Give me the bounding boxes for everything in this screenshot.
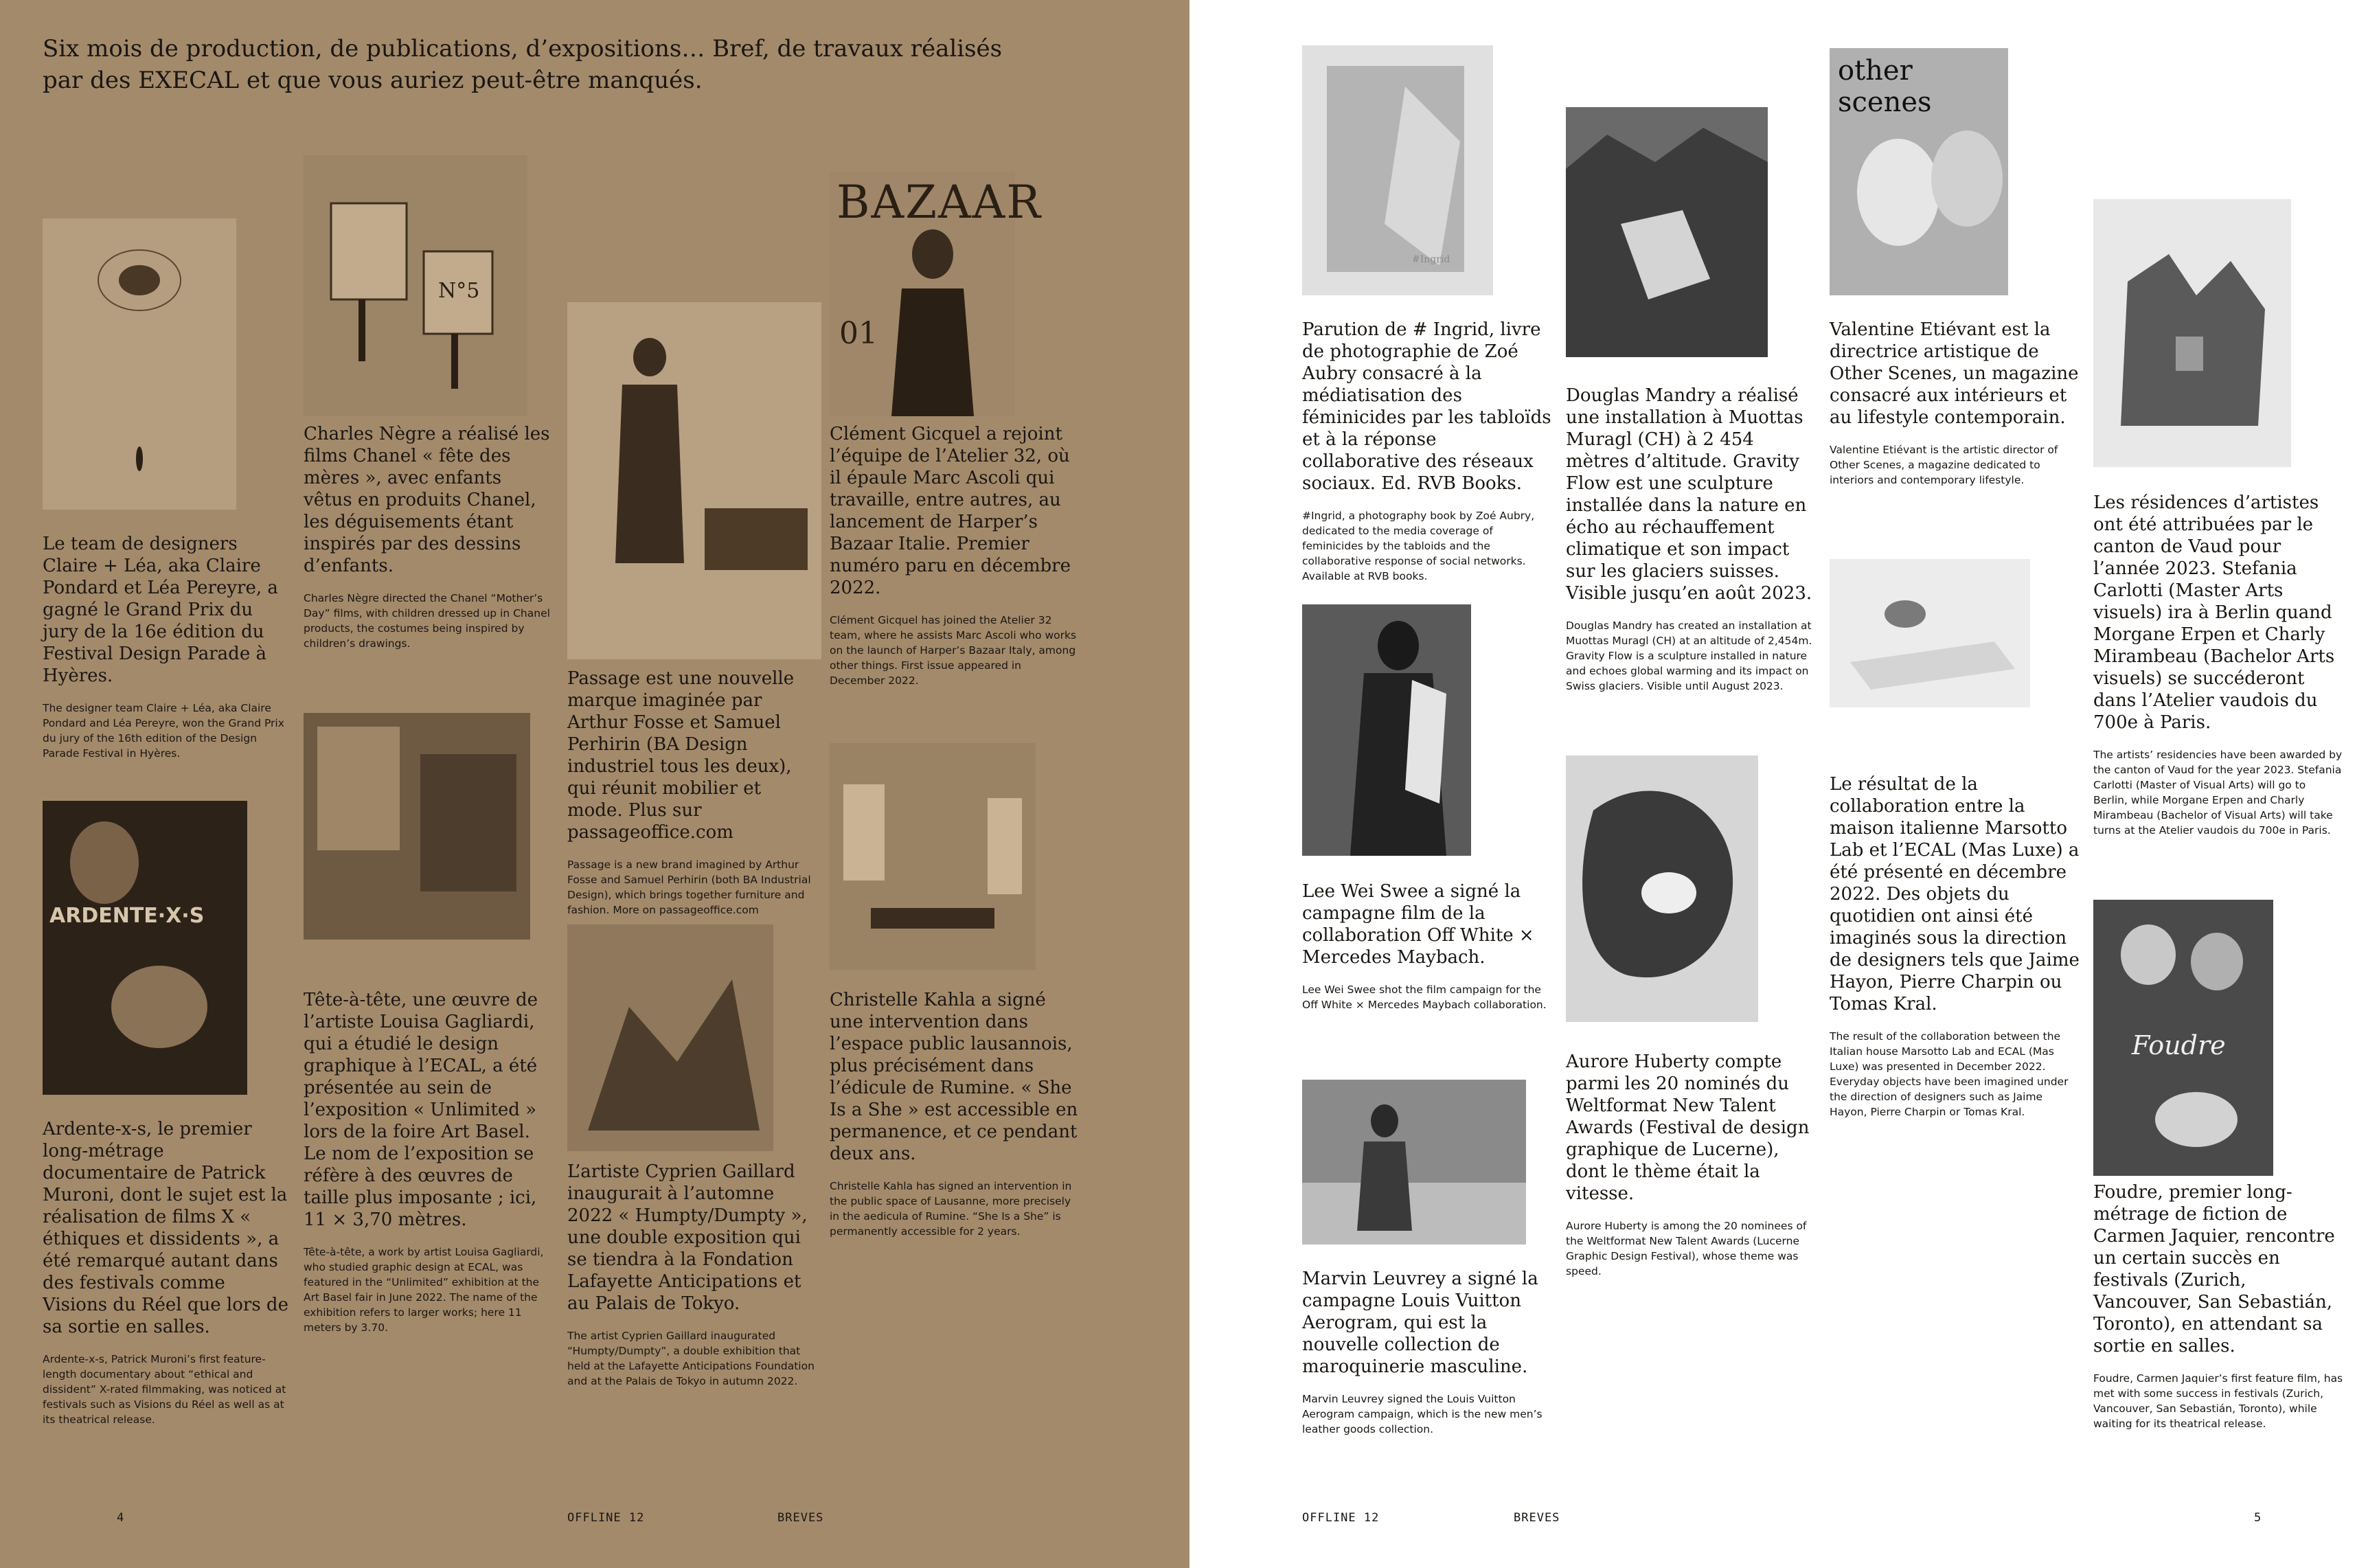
residences-photo: [2093, 199, 2291, 467]
article-chanel: [304, 423, 554, 651]
marsotto-photo: [1830, 559, 2030, 707]
article-passage: [567, 668, 817, 918]
intro-text: Six mois de production, de publications, d’expositions… Bref, de travaux réalisés par des EXECAL et que vous auriez peut-être manqués.: [43, 35, 1003, 94]
article-en: The artist Cyprien Gaillard inaugurated “Humpty/Dumpty”, a double exhibition that held at the Lafayette Anticipations Foundation and at the Palais de Tokyo in autumn 2022.: [567, 1330, 815, 1387]
article-fr: Le team de designers Claire + Léa, aka Claire Pondard et Léa Pereyre, a gagné le Grand Prix du jury de la 16e édition du Festival Design Parade à Hyères.: [43, 534, 278, 686]
article-en: #Ingrid, a photography book by Zoé Aubry, dedicated to the media coverage of feminicides by the tabloids and the collaborative response of social networks. Available at RVB books.: [1302, 510, 1535, 582]
article-leuvrey: [1302, 1268, 1552, 1437]
article-leeweiswee: [1302, 880, 1552, 1012]
article-en: Aurore Huberty is among the 20 nominees of the Weltformat New Talent Awards (Lucerne Graphic Design Festival), whose theme was speed.: [1566, 1220, 1807, 1277]
foudre-poster: [2093, 900, 2273, 1176]
ingrid-book-graphic: [1302, 45, 1493, 295]
ingrid-cover-mark: #Ingrid: [1412, 254, 1450, 265]
article-fr: Ardente-x-s, le premier long-métrage documentaire de Patrick Muroni, dont le sujet est la réalisation de films X « éthiques et dissidents », a été remarqué autant dans des festivals comme Visions du Réel que lors de sa sortie en salles.: [43, 1119, 288, 1337]
article-kahla: [830, 989, 1080, 1239]
flower-sculpture-graphic: [43, 218, 236, 510]
article-etievant: [1830, 319, 2080, 488]
claire-lea-photo: [43, 218, 236, 510]
foudre-figures-graphic: [2093, 900, 2273, 1176]
kahla-photo: [830, 743, 1036, 970]
humpty-dumpty-graphic: [567, 924, 773, 1151]
article-residences: [2093, 492, 2343, 838]
right-page-number: 5: [2254, 1511, 2262, 1525]
chanel-film-photo: [304, 155, 527, 416]
tete-a-tete-graphic: [304, 713, 530, 940]
ingrid-book-photo: [1302, 45, 1493, 295]
passage-photo: [567, 302, 821, 659]
chanel-costume-graphic: [304, 155, 527, 416]
article-en: Passage is a new brand imagined by Arthur Fosse and Samuel Perhirin (both BA Industrial Design), which brings together furniture and fashion. More on passageoffice.com: [567, 859, 811, 916]
article-fr: Lee Wei Swee a signé la campagne film de la collaboration Off White × Mercedes Maybach.: [1302, 881, 1534, 968]
bazaar-issue-number: 01: [839, 316, 878, 351]
article-marsotto: [1830, 773, 2080, 1120]
article-fr: Foudre, premier long-métrage de fiction de Carmen Jaquier, rencontre un certain succès en festivals (Zurich, Vancouver, San Sebastián, Toronto), en attendant sa sortie en salles.: [2093, 1182, 2335, 1356]
ardente-faces-graphic: [43, 801, 247, 1095]
foudre-title-mark: Foudre: [2132, 1030, 2226, 1060]
article-ingrid: [1302, 319, 1552, 584]
article-fr: Charles Nègre a réalisé les films Chanel « fête des mères », avec enfants vêtus en produits Chanel, les déguisements étant inspirés par des dessins d’enfants.: [304, 424, 550, 576]
article-en: Lee Wei Swee shot the film campaign for the Off White × Mercedes Maybach collaboration.: [1302, 984, 1547, 1011]
gaillard-photo: [567, 924, 773, 1151]
article-en: Douglas Mandry has created an installation at Muottas Muragl (CH) at an altitude of 2,454m. Gravity Flow is a sculpture installed in nature and echoes global warming and its impact on Swiss glaciers. Visible until August 2023.: [1566, 620, 1812, 692]
article-fr: Passage est une nouvelle marque imaginée par Arthur Fosse et Samuel Perhirin (BA Design industriel tous les deux), qui réunit mobilier et mode. Plus sur passageoffice.com: [567, 668, 795, 843]
passage-model-graphic: [567, 302, 821, 659]
article-fr: Parution de # Ingrid, livre de photographie de Zoé Aubry consacré à la médiatisation des féminicides par les tabloïds et à la réponse collaborative des réseaux sociaux. Ed. RVB Books.: [1302, 319, 1551, 494]
ardente-poster: [43, 801, 247, 1095]
article-fr: Clément Gicquel a rejoint l’équipe de l’Atelier 32, où il épaule Marc Ascoli qui travaille, entre autres, au lancement de Harper’s Bazaar Italie. Premier numéro paru en décembre 2022.: [830, 424, 1071, 598]
article-fr: Aurore Huberty compte parmi les 20 nominés du Weltformat New Talent Awards (Festival de design graphique de Lucerne), dont le thème était la vitesse.: [1566, 1052, 1810, 1204]
article-ardente: [43, 1118, 293, 1427]
other-scenes-masthead: other scenes: [1838, 55, 1932, 118]
article-fr: Douglas Mandry a réalisé une installation à Muottas Muragl (CH) à 2 454 mètres d’altitude. Gravity Flow est une sculpture installée dans la nature en écho au réchauffement climatique et son impact sur les glaciers suisses. Visible jusqu’en août 2023.: [1566, 385, 1812, 604]
left-section-name: BREVES: [777, 1511, 824, 1525]
article-en: Marvin Leuvrey signed the Louis Vuitton Aerogram campaign, which is the new men’s leather goods collection.: [1302, 1393, 1543, 1435]
article-en: Charles Nègre directed the Chanel “Mother’s Day” films, with children dressed up in Chanel products, the costumes being inspired by children’s drawings.: [304, 592, 550, 650]
article-fr: L’artiste Cyprien Gaillard inaugurait à l’automne 2022 « Humpty/Dumpty », une double exposition qui se tiendra à la Fondation Lafayette Anticipations et au Palais de Tokyo.: [567, 1161, 808, 1314]
bazaar-cover: [830, 172, 1043, 416]
article-fr: Marvin Leuvrey a signé la campagne Louis Vuitton Aerogram, qui est la nouvelle collection de maroquinerie masculine.: [1302, 1269, 1538, 1377]
huberty-photo: [1566, 755, 1758, 1022]
article-en: The designer team Claire + Léa, aka Claire Pondard and Léa Pereyre, won the Grand Prix du jury of the 16th edition of the Design Parade Festival in Hyères.: [43, 702, 284, 760]
right-section-name: BREVES: [1514, 1511, 1560, 1525]
article-foudre: [2093, 1181, 2343, 1431]
article-en: Ardente-x-s, Patrick Muroni’s first feature-length documentary about “ethical and dissident” X-rated filmmaking, was noticed at festivals such as Visions du Réel as well as at its theatrical release.: [43, 1353, 286, 1426]
ceramic-building-graphic: [2093, 199, 2291, 467]
other-scenes-cover: [1830, 48, 2008, 295]
rumine-interior-graphic: [830, 743, 1036, 970]
article-fr: Le résultat de la collaboration entre la maison italienne Marsotto Lab et l’ECAL (Mas Luxe) a été présenté en décembre 2022. Des objets du quotidien ont ainsi été imaginés sous la direction de designers tels que Jaime Hayon, Pierre Charpin ou Tomas Kral.: [1830, 774, 2080, 1014]
article-gaillard: [567, 1161, 817, 1389]
left-page-number: 4: [117, 1511, 125, 1525]
gravity-flow-graphic: [1566, 107, 1768, 357]
article-huberty: [1566, 1051, 1816, 1279]
article-tete: [304, 989, 554, 1335]
leeweiswee-photo: [1302, 604, 1471, 856]
louis-vuitton-campaign-graphic: [1302, 1080, 1526, 1245]
article-fr: Christelle Kahla a signé une intervention dans l’espace public lausannois, plus précisément dans l’édicule de Rumine. « She Is a She » est accessible en permanence, et ce pendant deux ans.: [830, 990, 1078, 1164]
article-en: Tête-à-tête, a work by artist Louisa Gagliardi, who studied graphic design at ECAL, was featured in the “Unlimited” exhibition at the Art Basel fair in June 2022. The name of the exhibition refers to larger works; here 11 meters by 3.70.: [304, 1246, 544, 1334]
article-en: Foudre, Carmen Jaquier’s first feature film, has met with some success in festivals (Zurich, Vancouver, San Sebastián, Toronto), while waiting for its theatrical release.: [2093, 1372, 2343, 1430]
article-fr: Valentine Etiévant est la directrice artistique de Other Scenes, un magazine consacré aux intérieurs et au lifestyle contemporain.: [1830, 319, 2079, 428]
article-en: The result of the collaboration between the Italian house Marsotto Lab and ECAL (Mas Luxe) was presented in December 2022. Everyday objects have been imagined under the direction of designers such as Jaime Hayon, Pierre Charpin or Tomas Kral.: [1830, 1030, 2069, 1118]
leuvrey-photo: [1302, 1080, 1526, 1245]
ardente-title-mark: ARDENTE·X·S: [49, 904, 205, 928]
article-fr: Tête-à-tête, une œuvre de l’artiste Louisa Gagliardi, qui a étudié le design graphique à l’ECAL, a été présentée au sein de l’exposition « Unlimited » lors de la foire Art Basel. Le nom de l’exposition se réfère à des œuvres de taille plus imposante ; ici, 11 × 3,70 mètres.: [304, 990, 538, 1230]
chanel-no5-mark: N°5: [438, 279, 480, 303]
article-gicquel: [830, 423, 1080, 688]
bazaar-model-graphic: [830, 172, 1015, 416]
article-en: Valentine Etiévant is the artistic director of Other Scenes, a magazine dedicated to interiors and contemporary lifestyle.: [1830, 444, 2058, 486]
other-scenes-portrait-graphic: [1830, 48, 2008, 295]
speed-sculpture-graphic: [1566, 755, 1758, 1022]
tete-a-tete-photo: [304, 713, 530, 940]
marsotto-object-graphic: [1830, 559, 2030, 707]
article-en: Clément Gicquel has joined the Atelier 32 team, where he assists Marc Ascoli who works on the launch of Harper’s Bazaar Italy, among other things. First issue appeared in December 2022.: [830, 614, 1077, 687]
mandry-photo: [1566, 107, 1768, 357]
article-fr: Les résidences d’artistes ont été attribuées par le canton de Vaud pour l’année 2023. Stefania Carlotti (Master Arts visuels) ira à Berlin quand Morgane Erpen et Charly Mirambeau (Bachelor Arts visuels) se succéderont dans l’Atelier vaudois du 700e à Paris.: [2093, 492, 2335, 733]
article-en: Christelle Kahla has signed an intervention in the public space of Lausanne, more precisely in the aedicula of Rumine. “She Is a She” is permanently accessible for 2 years.: [830, 1180, 1072, 1238]
article-en: The artists’ residencies have been awarded by the canton of Vaud for the year 2023. Stefania Carlotti (Master of Visual Arts) will go to Berlin, while Morgane Erpen and Charly Mirambeau (Bachelor of Visual Arts) will take turns at the Atelier vaudois du 700e in Paris.: [2093, 749, 2343, 837]
article-claire-lea: [43, 533, 293, 761]
article-mandry: [1566, 385, 1816, 694]
left-magazine-name: OFFLINE 12: [567, 1511, 645, 1525]
off-white-campaign-graphic: [1302, 604, 1471, 856]
bazaar-masthead: BAZAAR: [836, 176, 1043, 229]
right-magazine-name: OFFLINE 12: [1302, 1511, 1380, 1525]
